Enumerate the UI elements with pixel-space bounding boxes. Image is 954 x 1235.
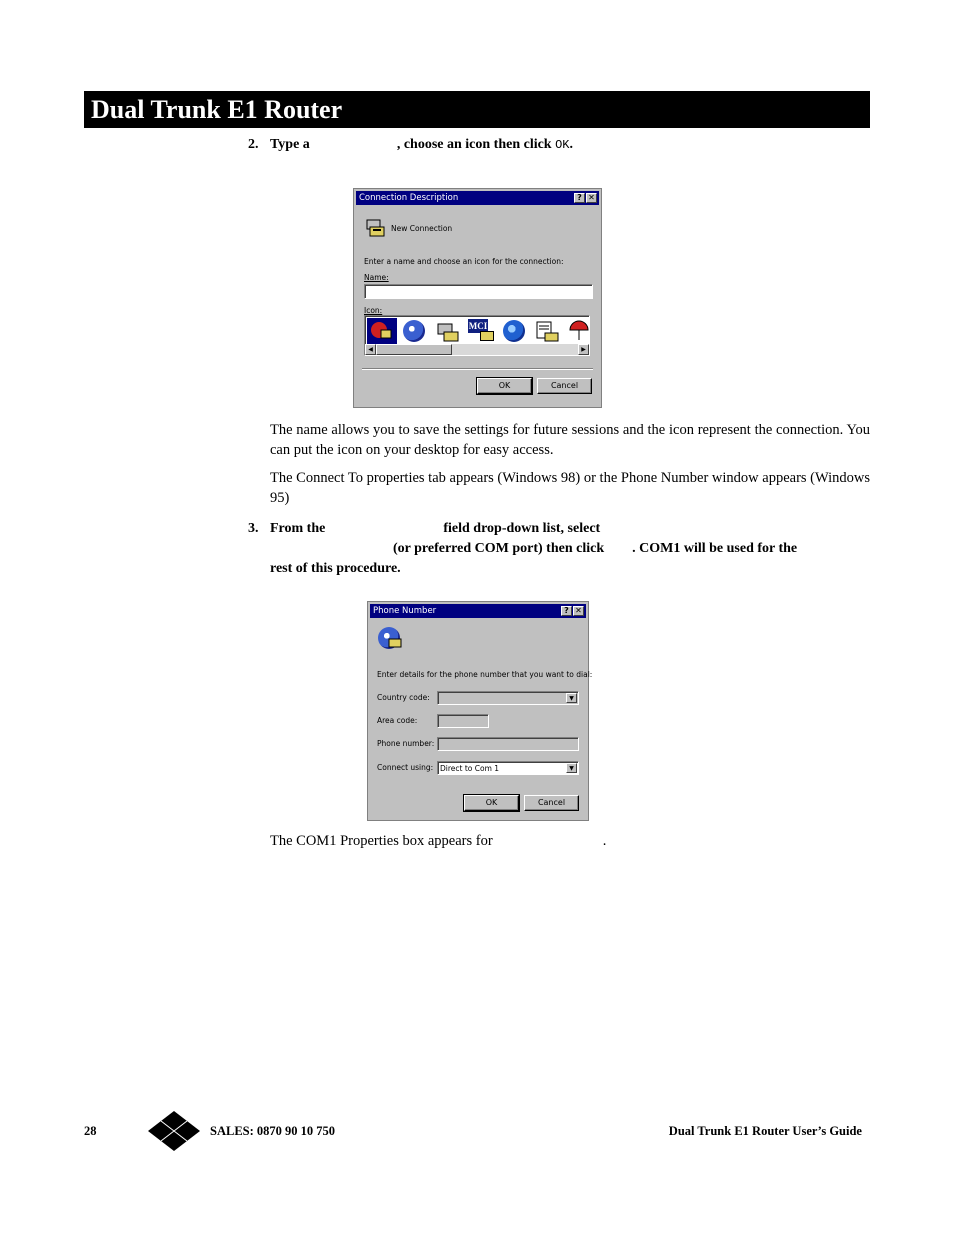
step-2 bbox=[248, 135, 573, 155]
new-connection-icon bbox=[365, 217, 385, 237]
step-3 bbox=[248, 519, 870, 579]
help-button[interactable]: ? bbox=[574, 193, 585, 203]
ok-button[interactable]: OK bbox=[477, 378, 532, 394]
step-number: 3. bbox=[248, 521, 259, 536]
area-code-input[interactable] bbox=[437, 714, 489, 728]
para3-text: The COM1 Properties box appears for bbox=[270, 833, 493, 849]
step3-line2-a: (or preferred COM port) then click bbox=[393, 541, 605, 556]
black-box-logo bbox=[148, 1111, 200, 1156]
cancel-button[interactable]: Cancel bbox=[524, 795, 579, 811]
ok-button[interactable]: OK bbox=[464, 795, 519, 811]
area-code-label: Area code: bbox=[377, 716, 418, 725]
page-title-banner: Dual Trunk E1 Router bbox=[84, 91, 870, 128]
dialog-title: Connection Description bbox=[359, 193, 459, 203]
ok-code: OK bbox=[555, 138, 570, 152]
connect-using-value: Direct to Com 1 bbox=[440, 764, 500, 773]
step-number: 2. bbox=[248, 137, 259, 152]
step3-line3: rest of this procedure. bbox=[270, 561, 401, 576]
connection-description-dialog bbox=[353, 188, 602, 408]
close-button[interactable]: ✕ bbox=[586, 193, 597, 203]
paragraph-connect-to: The Connect To properties tab appears (Windows 98) or the Phone Number window appears (Windows 95) bbox=[270, 470, 870, 506]
sales-phone: SALES: 0870 90 10 750 bbox=[210, 1124, 336, 1138]
guide-title: Dual Trunk E1 Router User’s Guide bbox=[668, 1124, 862, 1138]
chevron-down-icon[interactable]: ▼ bbox=[566, 763, 577, 773]
step-period: . bbox=[569, 137, 573, 152]
para3-period: . bbox=[602, 833, 607, 849]
scroll-left-arrow-icon[interactable]: ◀ bbox=[365, 344, 376, 355]
instruction-text: Enter a name and choose an icon for the connection: bbox=[364, 257, 564, 266]
paragraph-com1-properties bbox=[270, 831, 870, 851]
dialog-title: Phone Number bbox=[373, 606, 437, 616]
icon-selected[interactable] bbox=[367, 318, 397, 344]
connect-using-select[interactable] bbox=[437, 761, 579, 775]
icon-label: Icon: bbox=[364, 306, 383, 315]
icon-list[interactable] bbox=[364, 315, 590, 356]
step3-line1-b: field drop-down list, select bbox=[443, 521, 601, 536]
chevron-down-icon[interactable]: ▼ bbox=[566, 693, 577, 703]
phone-modem-icon[interactable] bbox=[436, 320, 462, 346]
phone-number-label: Phone number: bbox=[377, 739, 435, 748]
scroll-thumb[interactable] bbox=[376, 344, 452, 355]
dialog-title-bar bbox=[356, 191, 599, 205]
phone-number-dialog bbox=[367, 601, 593, 821]
icon-scrollbar[interactable] bbox=[365, 344, 589, 355]
step3-line1-a: From the bbox=[270, 521, 326, 536]
dialog-title-bar bbox=[370, 604, 586, 618]
separator bbox=[362, 368, 593, 370]
notepad-phone-icon[interactable] bbox=[535, 320, 561, 346]
step3-line2-b: . COM1 will be used for the bbox=[632, 541, 798, 556]
connect-using-label: Connect using: bbox=[377, 763, 434, 772]
help-button[interactable]: ? bbox=[561, 606, 572, 616]
umbrella-icon[interactable] bbox=[568, 320, 590, 346]
country-code-label: Country code: bbox=[377, 693, 430, 702]
name-label: Name: bbox=[364, 273, 389, 282]
cancel-button[interactable]: Cancel bbox=[537, 378, 592, 394]
phone-number-input[interactable] bbox=[437, 737, 579, 751]
paragraph-name-info: The name allows you to save the settings for future sessions and the icon represent the connection. You can put the icon on your desktop for easy access. bbox=[270, 422, 870, 458]
name-input[interactable] bbox=[364, 284, 593, 299]
scroll-right-arrow-icon[interactable]: ▶ bbox=[578, 344, 589, 355]
instruction-text: Enter details for the phone number that you want to dial: bbox=[377, 670, 593, 679]
close-button[interactable]: ✕ bbox=[573, 606, 584, 616]
step-text-a: Type a bbox=[270, 137, 310, 152]
new-connection-label: New Connection bbox=[391, 224, 453, 233]
mci-icon[interactable]: MCI bbox=[468, 319, 494, 341]
page-number: 28 bbox=[84, 1124, 97, 1138]
country-code-select[interactable] bbox=[437, 691, 579, 705]
step-text-b: , choose an icon then click bbox=[396, 137, 552, 152]
